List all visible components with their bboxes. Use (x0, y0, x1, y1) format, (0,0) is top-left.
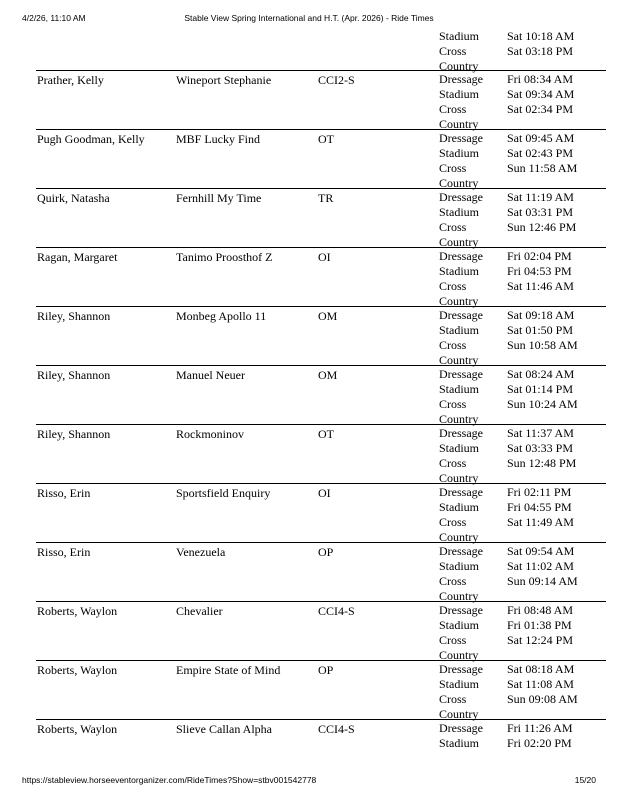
rider-name: Ragan, Margaret (37, 250, 118, 264)
rider-name: Quirk, Natasha (37, 191, 110, 205)
table-row (36, 129, 606, 188)
rider-name: Risso, Erin (37, 545, 91, 559)
phase-label-cross-country: Cross Country (439, 397, 479, 426)
ride-time: Sun 11:58 AM (507, 161, 578, 175)
phase-label-stadium: Stadium (439, 87, 480, 101)
phase-label-dressage: Dressage (439, 190, 483, 204)
phase-label-cross-country: Cross Country (439, 515, 479, 544)
ride-time: Sun 12:48 PM (507, 456, 577, 470)
phase-label-cross-country: Cross Country (439, 279, 479, 308)
ride-time: Fri 08:48 AM (507, 603, 574, 617)
ride-time: Sat 02:43 PM (507, 146, 574, 160)
phase-label-stadium: Stadium (439, 382, 480, 396)
ride-time: Sat 11:49 AM (507, 515, 574, 529)
table-row (36, 719, 606, 757)
phase-label-dressage: Dressage (439, 131, 483, 145)
ride-time: Fri 02:11 PM (507, 485, 572, 499)
division: OP (318, 663, 334, 677)
rider-name: Risso, Erin (37, 486, 91, 500)
page-title: Stable View Spring International and H.T. (Apr. 2026) - Ride Times (184, 13, 434, 23)
phase-label-stadium: Stadium (439, 500, 480, 514)
phase-label-cross-country: Cross Country (439, 220, 479, 249)
horse-name: Manuel Neuer (176, 368, 245, 382)
phase-label-cross-country: Cross Country (439, 692, 479, 721)
phase-label-dressage: Dressage (439, 662, 483, 676)
phase-label-dressage: Dressage (439, 72, 483, 86)
ride-time: Fri 02:20 PM (507, 736, 572, 750)
phase-label-dressage: Dressage (439, 721, 483, 735)
division: CCI2-S (318, 73, 355, 87)
table-row (36, 306, 606, 365)
ride-time: Sat 11:02 AM (507, 559, 574, 573)
table-row (36, 247, 606, 306)
ride-time: Sat 02:34 PM (507, 102, 574, 116)
rider-name: Pugh Goodman, Kelly (37, 132, 145, 146)
rider-name: Roberts, Waylon (37, 722, 118, 736)
phase-label-dressage: Dressage (439, 603, 483, 617)
division: OI (318, 486, 331, 500)
table-row (36, 365, 606, 424)
phase-label-stadium: Stadium (439, 29, 480, 43)
division: OT (318, 132, 334, 146)
ride-times-table (36, 29, 606, 757)
ride-time: Sat 09:54 AM (507, 544, 575, 558)
ride-time: Fri 04:55 PM (507, 500, 572, 514)
horse-name: Monbeg Apollo 11 (176, 309, 267, 323)
ride-time: Fri 08:34 AM (507, 72, 574, 86)
division: CCI4-S (318, 722, 355, 736)
horse-name: Venezuela (176, 545, 226, 559)
ride-time: Sat 11:19 AM (507, 190, 574, 204)
page-number: 15/20 (574, 775, 596, 785)
horse-name: MBF Lucky Find (176, 132, 261, 146)
ride-time: Sat 01:50 PM (507, 323, 574, 337)
page-url: https://stableview.horseeventorganizer.com/RideTimes?Show=stbv001542778 (22, 775, 317, 785)
phase-label-cross-country: Cross Country (439, 44, 479, 73)
phase-label-dressage: Dressage (439, 544, 483, 558)
table-row (36, 542, 606, 601)
ride-time: Sun 09:08 AM (507, 692, 578, 706)
phase-label-cross-country: Cross Country (439, 338, 479, 367)
phase-label-cross-country: Cross Country (439, 574, 479, 603)
phase-label-dressage: Dressage (439, 367, 483, 381)
table-row-continued (36, 29, 606, 73)
phase-label-stadium: Stadium (439, 146, 480, 160)
ride-time: Sat 09:34 AM (507, 87, 575, 101)
horse-name: Chevalier (176, 604, 223, 618)
rider-name: Roberts, Waylon (37, 663, 118, 677)
horse-name: Fernhill My Time (176, 191, 262, 205)
phase-label-cross-country: Cross Country (439, 456, 479, 485)
ride-time: Sat 11:46 AM (507, 279, 574, 293)
horse-name: Rockmoninov (176, 427, 244, 441)
phase-label-dressage: Dressage (439, 249, 483, 263)
phase-label-dressage: Dressage (439, 308, 483, 322)
rider-name: Prather, Kelly (37, 73, 104, 87)
ride-time: Fri 02:04 PM (507, 249, 572, 263)
ride-time: Sat 09:18 AM (507, 308, 575, 322)
division: OP (318, 545, 334, 559)
table-row (36, 483, 606, 542)
phase-label-cross-country: Cross Country (439, 161, 479, 190)
phase-label-dressage: Dressage (439, 485, 483, 499)
phase-label-stadium: Stadium (439, 618, 480, 632)
rider-name: Riley, Shannon (37, 427, 111, 441)
ride-time: Sun 10:58 AM (507, 338, 578, 352)
ride-time: Sat 03:33 PM (507, 441, 574, 455)
horse-name: Tanimo Proosthof Z (176, 250, 273, 264)
phase-label-stadium: Stadium (439, 205, 480, 219)
division: CCI4-S (318, 604, 355, 618)
phase-label-stadium: Stadium (439, 736, 480, 750)
phase-label-stadium: Stadium (439, 559, 480, 573)
ride-time: Fri 04:53 PM (507, 264, 572, 278)
phase-label-cross-country: Cross Country (439, 633, 479, 662)
ride-time: Sat 11:08 AM (507, 677, 574, 691)
phase-label-cross-country: Cross Country (439, 102, 479, 131)
horse-name: Slieve Callan Alpha (176, 722, 272, 736)
ride-time: Sat 03:18 PM (507, 44, 574, 58)
table-row (36, 70, 606, 129)
table-row (36, 424, 606, 483)
ride-time: Sun 12:46 PM (507, 220, 577, 234)
table-row (36, 188, 606, 247)
table-row (36, 601, 606, 660)
ride-time: Sun 09:14 AM (507, 574, 578, 588)
division: OM (318, 368, 338, 382)
horse-name: Wineport Stephanie (176, 73, 272, 87)
ride-time: Sat 11:37 AM (507, 426, 574, 440)
phase-label-stadium: Stadium (439, 264, 480, 278)
division: OI (318, 250, 331, 264)
ride-time: Sun 10:24 AM (507, 397, 578, 411)
phase-label-dressage: Dressage (439, 426, 483, 440)
ride-time: Fri 01:38 PM (507, 618, 572, 632)
ride-time: Fri 11:26 AM (507, 721, 573, 735)
table-row (36, 660, 606, 719)
division: OM (318, 309, 338, 323)
horse-name: Empire State of Mind (176, 663, 281, 677)
phase-label-stadium: Stadium (439, 677, 480, 691)
rider-name: Riley, Shannon (37, 309, 111, 323)
ride-time: Sat 08:24 AM (507, 367, 575, 381)
horse-name: Sportsfield Enquiry (176, 486, 271, 500)
print-datetime: 4/2/26, 11:10 AM (22, 13, 86, 23)
division: TR (318, 191, 334, 205)
division: OT (318, 427, 334, 441)
ride-time: Sat 12:24 PM (507, 633, 574, 647)
ride-time: Sat 01:14 PM (507, 382, 574, 396)
rider-name: Riley, Shannon (37, 368, 111, 382)
phase-label-stadium: Stadium (439, 441, 480, 455)
rider-name: Roberts, Waylon (37, 604, 118, 618)
phase-label-stadium: Stadium (439, 323, 480, 337)
ride-time: Sat 03:31 PM (507, 205, 574, 219)
ride-time: Sat 09:45 AM (507, 131, 575, 145)
ride-time: Sat 08:18 AM (507, 662, 575, 676)
ride-time: Sat 10:18 AM (507, 29, 575, 43)
